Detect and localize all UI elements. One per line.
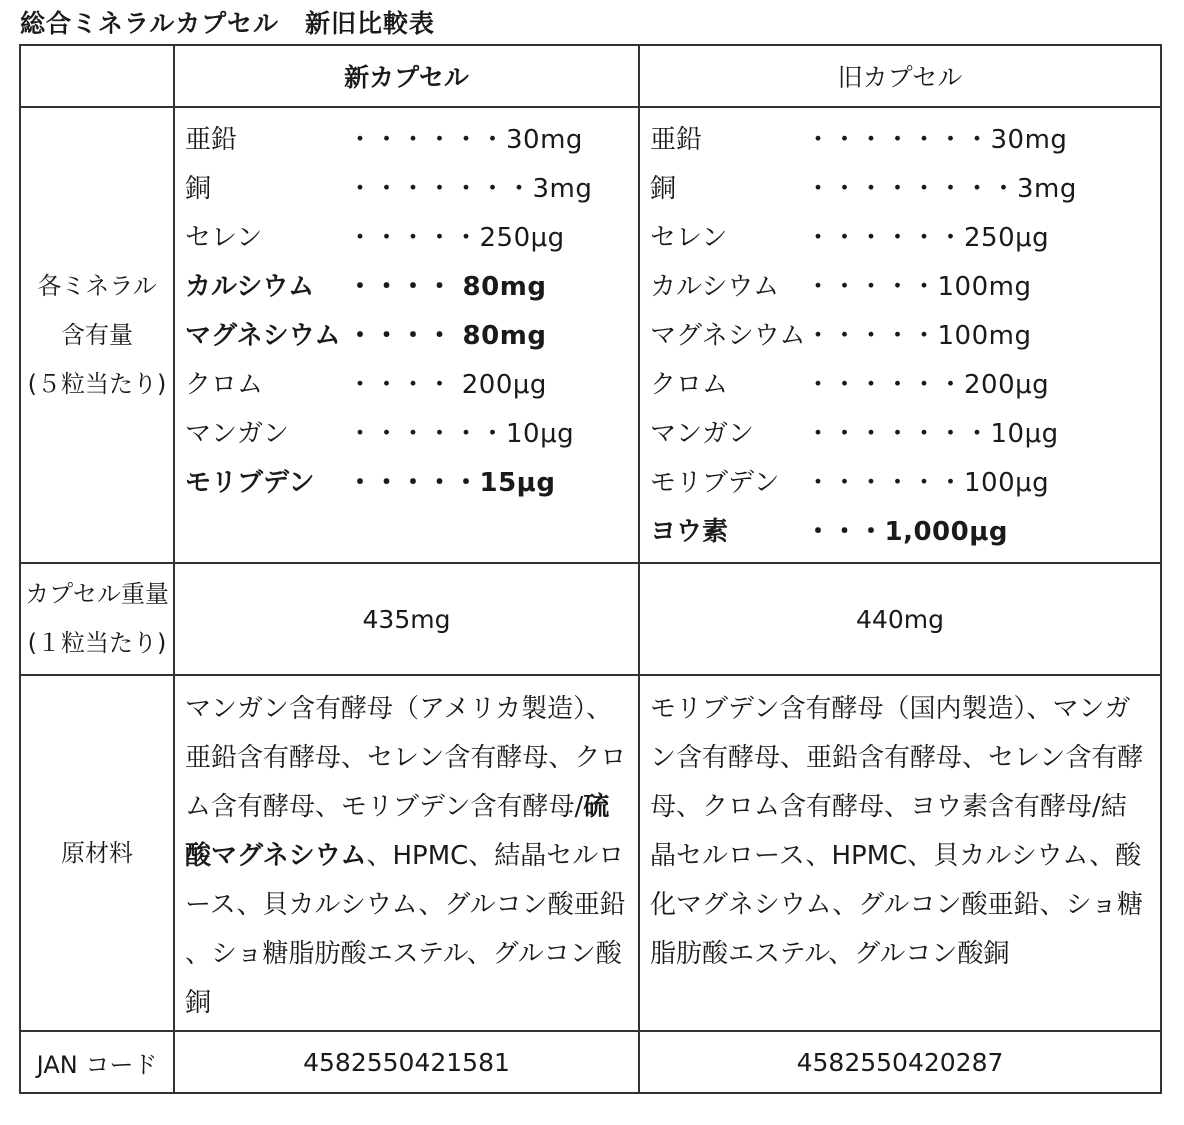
ingredients-row <box>20 675 1161 1031</box>
new-ingredients-cell <box>174 675 639 1031</box>
mineral-row <box>175 459 638 508</box>
mineral-name: ヨウ素 <box>650 517 729 547</box>
mineral-name: 銅 <box>185 174 212 204</box>
mineral-name: 亜鉛 <box>650 125 703 155</box>
old-minerals-cell <box>639 107 1161 563</box>
old-mineral-list <box>640 108 1160 557</box>
old-capsule-weight: 440mg <box>639 563 1161 675</box>
mineral-row <box>175 263 638 312</box>
mineral-name: セレン <box>185 223 263 253</box>
mineral-row <box>640 263 1160 312</box>
mineral-name: モリブデン <box>185 468 315 498</box>
old-ingredients-cell <box>639 675 1161 1031</box>
header-row <box>20 45 1161 107</box>
minerals-label <box>20 107 174 563</box>
old-jan-code: 4582550420287 <box>639 1031 1161 1093</box>
mineral-row <box>640 214 1160 263</box>
mineral-amount: ・・・・ 80mg <box>347 272 547 302</box>
new-jan-code: 4582550421581 <box>174 1031 639 1093</box>
mineral-amount: ・・・・・・・・3mg <box>805 174 1077 204</box>
mineral-row <box>640 116 1160 165</box>
mineral-row <box>175 361 638 410</box>
ingredient-text-bold: 硫酸マグネシウム <box>185 792 610 871</box>
old-ingredients-text <box>640 676 1160 979</box>
mineral-name: マグネシウム <box>650 321 806 351</box>
jan-label: JAN コード <box>20 1031 174 1093</box>
mineral-row <box>640 312 1160 361</box>
mineral-amount: ・・・・・100mg <box>805 272 1032 302</box>
mineral-name: クロム <box>650 370 729 400</box>
capsule-weight-label-line: (１粒当たり) <box>27 629 167 657</box>
mineral-amount: ・・・・・100mg <box>805 321 1032 351</box>
minerals-label-line: 各ミネラル <box>37 271 157 300</box>
mineral-amount: ・・・・・・30mg <box>347 125 583 155</box>
ingredient-text: マンガン含有酵母（アメリカ製造）、亜鉛含有酵母、セレン含有酵母、クロム含有酵母、モリブデン含有酵母/ <box>185 694 627 822</box>
mineral-amount: ・・・・ 80mg <box>347 321 547 351</box>
mineral-name: モリブデン <box>650 468 780 498</box>
new-ingredients-text <box>175 676 638 1028</box>
header-new-capsule: 新カプセル <box>174 45 639 107</box>
mineral-row <box>175 410 638 459</box>
mineral-row <box>640 165 1160 214</box>
mineral-row <box>175 165 638 214</box>
mineral-amount: ・・・・ 200μg <box>347 370 547 400</box>
mineral-name: 亜鉛 <box>185 125 238 155</box>
mineral-row <box>175 214 638 263</box>
minerals-label-line: 含有量 <box>61 320 133 349</box>
jan-row <box>20 1031 1161 1093</box>
mineral-amount: ・・・・・・10μg <box>347 419 575 449</box>
mineral-name: セレン <box>650 223 728 253</box>
capsule-weight-label <box>20 563 174 675</box>
mineral-amount: ・・・・・・250μg <box>805 223 1050 253</box>
mineral-amount: ・・・・・・・10μg <box>805 419 1059 449</box>
new-minerals-cell <box>174 107 639 563</box>
mineral-row <box>640 459 1160 508</box>
mineral-row <box>175 116 638 165</box>
header-corner-cell <box>20 45 174 107</box>
ingredient-text: モリブデン含有酵母（国内製造）、マンガン含有酵母、亜鉛含有酵母、セレン含有酵母、クロム含有酵母、ヨウ素含有酵母/結晶セルロース、HPMC、貝カルシウム、酸化マグネシウム、グルコン酸亜鉛、ショ糖脂肪酸エステル、グルコン酸銅 <box>650 694 1144 969</box>
mineral-amount: ・・・・・・100μg <box>805 468 1050 498</box>
page-title: 総合ミネラルカプセル 新旧比較表 <box>20 9 436 38</box>
capsule-weight-label-line: カプセル重量 <box>25 580 169 608</box>
mineral-amount: ・・・・・15μg <box>347 468 556 498</box>
mineral-row <box>175 312 638 361</box>
mineral-row <box>640 410 1160 459</box>
mineral-row <box>640 508 1160 557</box>
header-old-capsule: 旧カプセル <box>639 45 1161 107</box>
ingredients-label: 原材料 <box>20 675 174 1031</box>
mineral-name: マンガン <box>650 419 755 449</box>
ingredient-text: 、HPMC、結晶セルロース、貝カルシウム、グルコン酸亜鉛、ショ糖脂肪酸エステル、グルコン酸銅 <box>185 841 626 1018</box>
mineral-name: 銅 <box>650 174 677 204</box>
mineral-name: カルシウム <box>650 272 780 302</box>
mineral-amount: ・・・・・250μg <box>347 223 565 253</box>
minerals-row <box>20 107 1161 563</box>
mineral-amount: ・・・・・・200μg <box>805 370 1050 400</box>
mineral-row <box>640 361 1160 410</box>
new-mineral-list <box>175 108 638 508</box>
mineral-amount: ・・・・・・・30mg <box>805 125 1068 155</box>
mineral-name: マグネシウム <box>185 321 341 351</box>
mineral-name: マンガン <box>185 419 290 449</box>
minerals-label-line: (５粒当たり) <box>27 369 167 398</box>
mineral-name: カルシウム <box>185 272 315 302</box>
new-capsule-weight: 435mg <box>174 563 639 675</box>
capsule-weight-row <box>20 563 1161 675</box>
mineral-name: クロム <box>185 370 264 400</box>
comparison-table <box>19 44 1162 1094</box>
mineral-amount: ・・・1,000μg <box>805 517 1008 547</box>
mineral-amount: ・・・・・・・3mg <box>347 174 593 204</box>
